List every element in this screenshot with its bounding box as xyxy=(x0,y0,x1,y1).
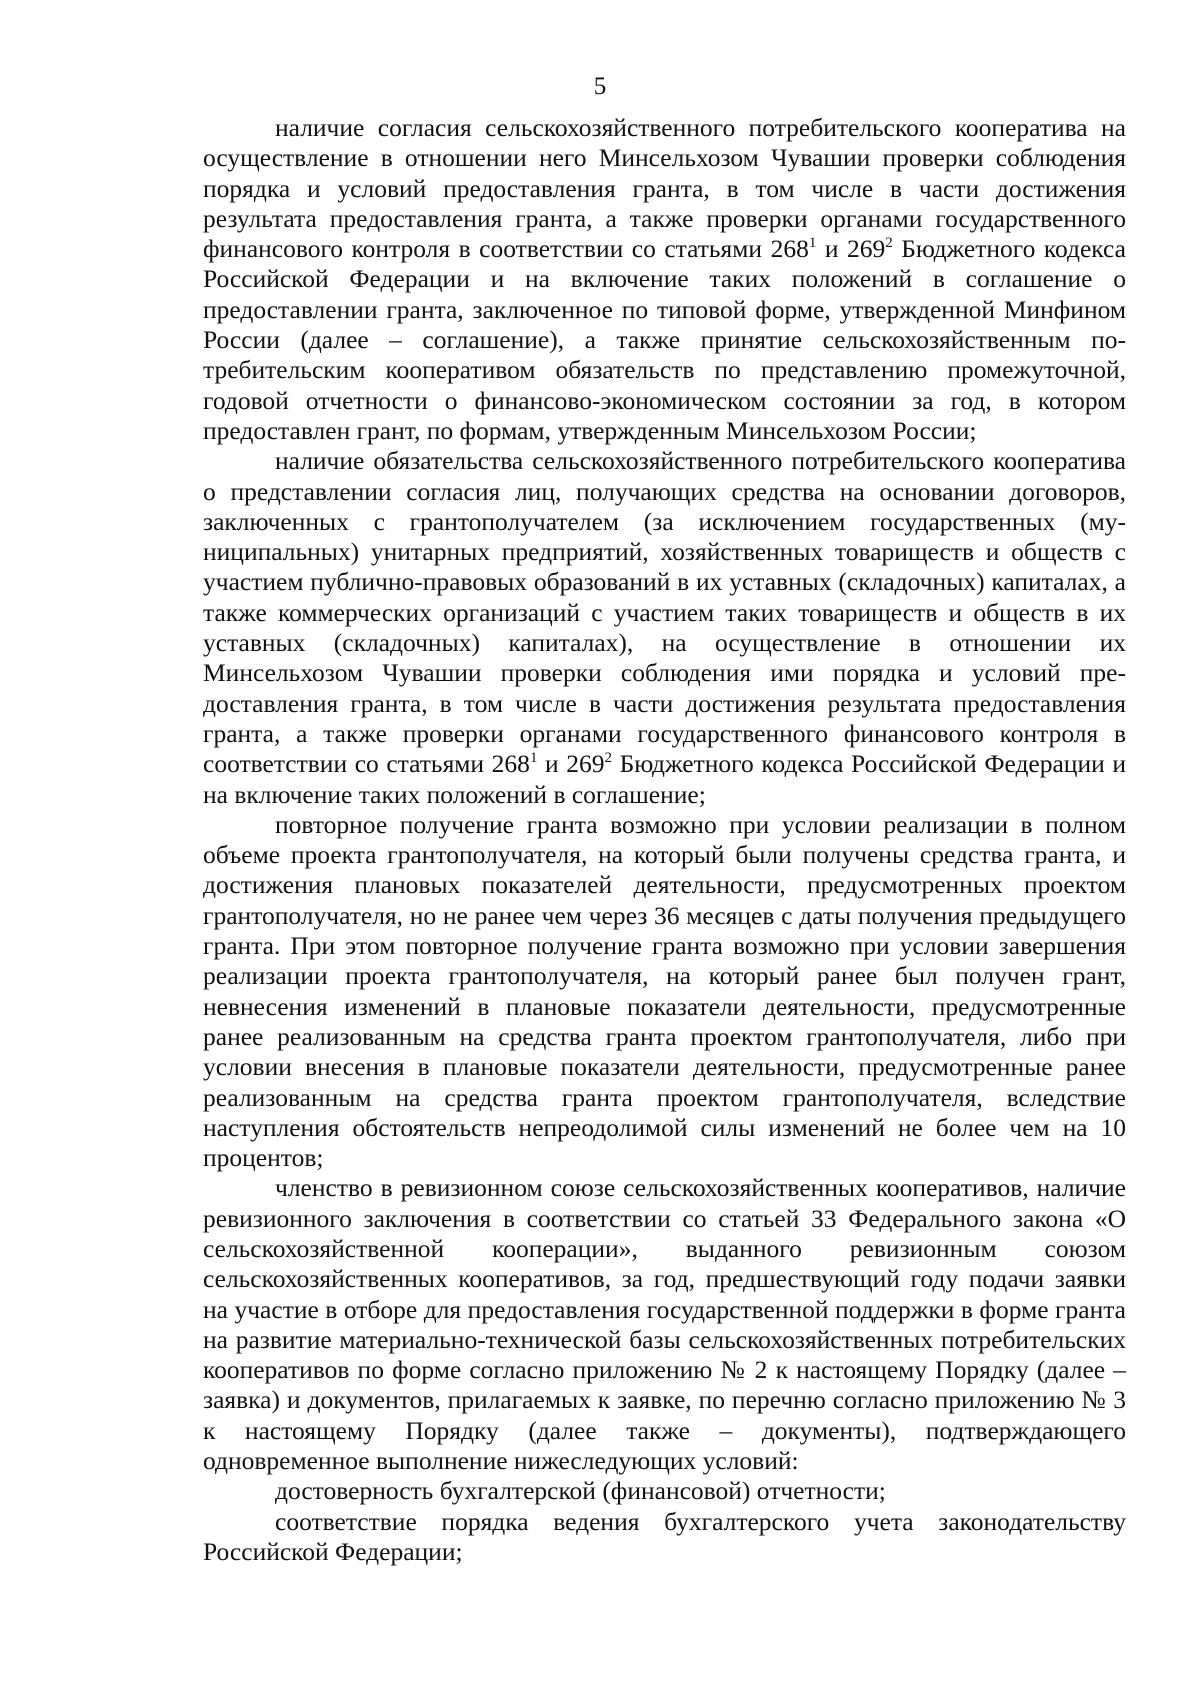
paragraph xyxy=(203,1476,1126,1506)
paragraph xyxy=(203,810,1126,1174)
paragraph-text: достоверность бухгалтерской (финансовой) отчетности; xyxy=(275,1476,886,1506)
document-body xyxy=(203,113,1126,1567)
paragraph xyxy=(203,446,1126,810)
paragraph xyxy=(203,1507,1126,1568)
superscript: 1 xyxy=(808,234,817,251)
paragraph-text: и 269 xyxy=(816,234,886,264)
superscript: 1 xyxy=(529,749,538,766)
paragraph xyxy=(203,1173,1126,1476)
paragraph-text: наличие обязательства сельскохозяйственного потребительского кооператива о представлении согласия лиц, получающих средства на основании договоров, заключенных с грантополучателем (за исключением государственных (муниципальных) унитарных предприятий, хозяйственных товариществ и обществ с участием публично-правовых образований в их уставных (складочных) капиталах, а также коммерческих организаций с участием таких товариществ и обществ в их уставных (складочных) капиталах), на осуществление в отношении их Минсельхозом Чувашии проверки соблюдения ими порядка и условий предоставления гранта, в том числе в части достижения результата предоставления гранта, а также проверки органами государственного финансового контроля в соответствии со статьями 268 xyxy=(203,446,1126,779)
superscript: 2 xyxy=(885,234,893,251)
paragraph-text: повторное получение гранта возможно при условии реализации в полном объеме проекта грантополучателя, на который были получены средства гранта, и достижения плановых показателей деятельности, предусмотренных проектом грантополучателя, но не ранее чем через 36 месяцев с даты получения предыдущего гранта. При этом повторное получение гранта возможно при условии завершения реализации проекта грантополучателя, на который ранее был получен грант, невнесения изменений в плановые показатели деятельности, предусмотренные ранее реализованным на средства гранта проектом грантополучателя, либо при условии внесения в плановые показатели деятельности, предусмотренные ранее реализованным на средства гранта проектом грантополучателя, вследствие наступления обстоятельств непреодолимой силы изменений не более чем на 10 процентов; xyxy=(203,809,1126,1173)
page-number: 5 xyxy=(593,73,607,100)
paragraph-text: членство в ревизионном союзе сельскохозяйственных кооперативов, наличие ревизионного заключения в соответствии со статьей 33 Федерального закона «О сельскохозяйственной кооперации», выданного ревизионным союзом сельскохозяйственных кооперативов, за год, предшествующий году подачи заявки на участие в отборе для предоставления государственной поддержки в форме гранта на развитие материально-технической базы сельскохозяйственных потребительских кооперативов по форме согласно приложению № 2 к настоящему Порядку (далее – заявка) и документов, прилагаемых к заявке, по перечню согласно приложению № 3 к настоящему Порядку (далее также – документы), подтверждающего одновременное выполнение нижеследующих условий: xyxy=(203,1173,1126,1476)
paragraph-text: и 269 xyxy=(537,749,605,779)
superscript: 2 xyxy=(604,749,613,766)
paragraph-text: Бюджетного кодекса Российской Федерации и на включение таких положений в соглашение; xyxy=(203,749,1126,809)
paragraph-text: Бюджетного кодекса Российской Федерации и на включение таких положений в соглашение о предоставлении гранта, заключенное по типовой форме, утвержденной Минфином России (далее – соглашение), а также принятие сельскохозяйственным потребительским кооперативом обязательств по представлению промежуточной, годовой отчетности о финансово-экономическом состоянии за год, в котором предоставлен грант, по формам, утвержденным Минсельхозом России; xyxy=(203,234,1126,445)
paragraph xyxy=(203,113,1126,446)
paragraph-text: наличие согласия сельскохозяйственного потребительского кооператива на осуществление в отношении него Минсельхозом Чувашии проверки соблюдения порядка и условий предоставления гранта, в том числе в части достижения результата предоставления гранта, а также проверки органами государственного финансового контроля в соответствии со статьями 268 xyxy=(203,113,1126,264)
paragraph-text: соответствие порядка ведения бухгалтерского учета законодательству Российской Федерации; xyxy=(203,1506,1126,1566)
